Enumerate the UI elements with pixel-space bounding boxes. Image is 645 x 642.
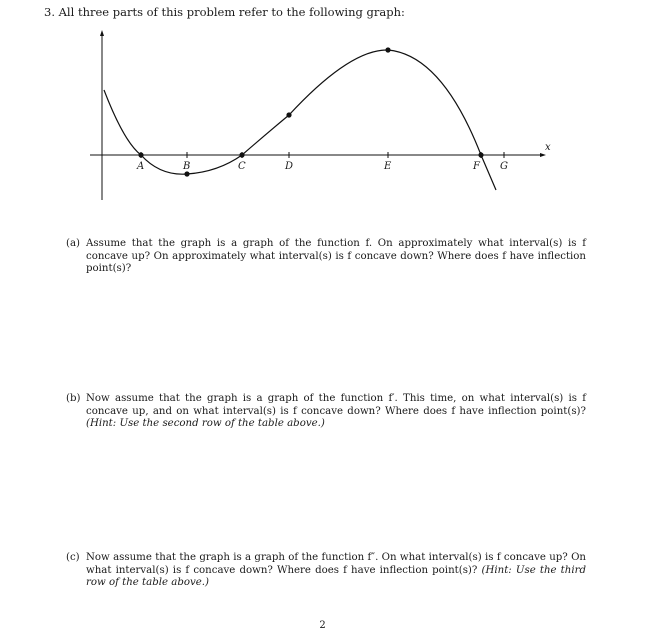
point-b [184,171,189,176]
part-b-label: (b) [66,393,81,404]
label-f: F [473,161,480,172]
label-d: D [285,161,294,172]
x-axis-label: x [545,142,551,153]
label-c: C [238,161,246,172]
y-axis-arrowhead [100,30,104,36]
function-curve [104,50,496,190]
part-b-text: Now assume that the graph is a graph of the function f′. This time, on what interval(s) is f concave up, and on what interval(s) is f concave down? Where does f have inflection point(s)? [86,393,586,417]
point-c [239,152,244,157]
problem-header: 3. All three parts of this problem refer to the following graph: [44,5,405,19]
part-c-text: Now assume that the graph is a graph of the function f″. On what interval(s) is f concave up? On what interval(s) is f concave down? Where does f have inflection point(s)? [86,552,586,576]
point-e [385,47,390,52]
part-c-label: (c) [66,552,80,563]
label-b: B [183,161,191,172]
point-a [138,152,143,157]
part-a-text: Assume that the graph is a graph of the function f. On approximately what interval(s) is f concave up? On approximately what interval(s) is f concave down? Where does f have inflection point(s)? [86,238,586,275]
part-a-label: (a) [66,238,81,249]
label-e: E [384,161,392,172]
part-c [66,552,586,590]
point-d [286,112,291,117]
label-a: A [137,161,145,172]
label-g: G [500,161,508,172]
point-f [478,152,483,157]
part-b [66,393,586,431]
function-graph [0,0,645,200]
part-a [66,238,586,276]
part-c-hint: (Hint: Use the third row of the table above.) [86,564,586,589]
part-b-hint: (Hint: Use the second row of the table above.) [86,418,325,430]
x-axis-arrowhead [540,153,546,157]
page-number: 2 [319,620,326,631]
